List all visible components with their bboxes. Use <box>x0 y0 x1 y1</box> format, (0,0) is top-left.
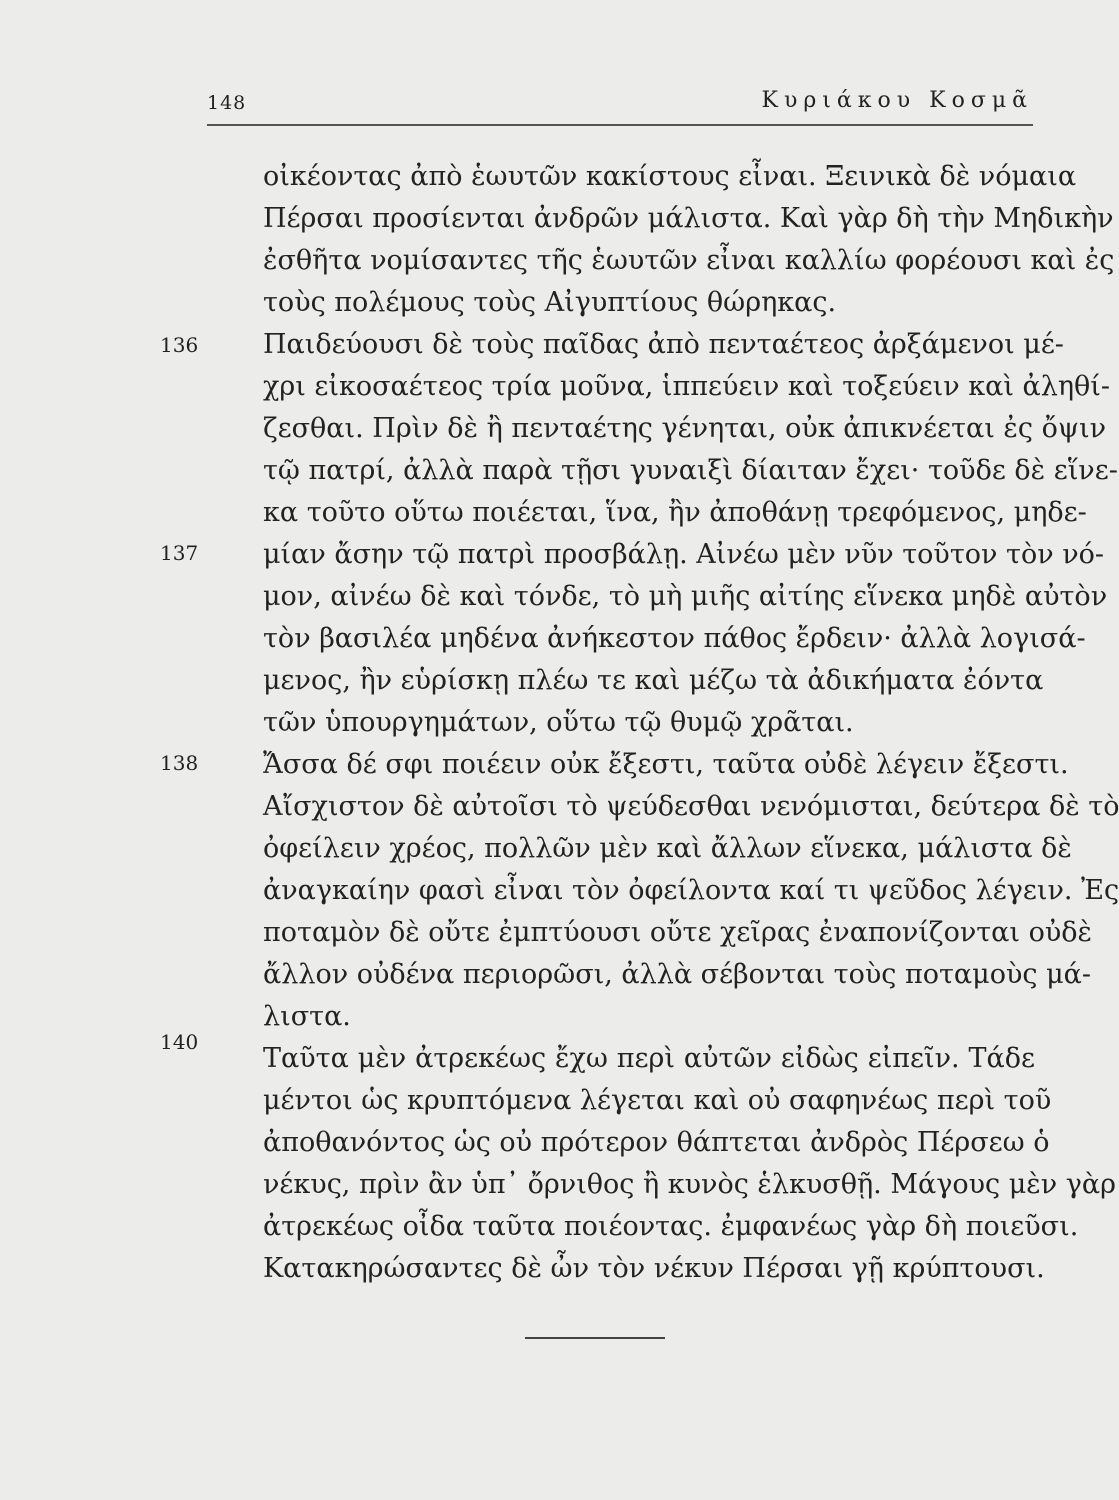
text-line: Ταῦτα μὲν ἀτρεκέως ἔχω περὶ αὐτῶν εἰδὼς εἰπεῖν. Τάδε <box>263 1043 1035 1074</box>
text-line: κα τοῦτο οὕτω ποιέεται, ἵνα, ἢν ἀποθάνῃ τρεφόμενος, μηδε- <box>263 497 1087 528</box>
text-line: μον, αἰνέω δὲ καὶ τόνδε, τὸ μὴ μιῆς αἰτίης εἵνεκα μηδὲ αὐτὸν <box>263 581 1108 612</box>
text-line: μενος, ἢν εὑρίσκῃ πλέω τε καὶ μέζω τὰ ἀδικήματα ἐόντα <box>263 665 1044 696</box>
text-line: χρι εἰκοσαέτεος τρία μοῦνα, ἱππεύειν καὶ τοξεύειν καὶ ἀληθί- <box>263 371 1111 402</box>
text-line: Κατακηρώσαντες δὲ ὦν τὸν νέκυν Πέρσαι γῇ κρύπτουσι. <box>263 1253 1045 1284</box>
header-rule <box>207 124 1033 126</box>
running-head: Κυριάκου Κοσμᾶ <box>761 88 1033 113</box>
end-rule <box>525 1337 665 1339</box>
page-header <box>207 88 1033 122</box>
section-number: 136 <box>160 333 199 357</box>
text-line: μέντοι ὡς κρυπτόμενα λέγεται καὶ οὐ σαφηνέως περὶ τοῦ <box>263 1085 1052 1116</box>
section-number: 138 <box>160 751 199 775</box>
text-line: τοὺς πολέμους τοὺς Αἰγυπτίους θώρηκας. <box>263 287 837 318</box>
section-number: 137 <box>160 541 199 565</box>
text-line: ἀτρεκέως οἶδα ταῦτα ποιέοντας. ἐμφανέως γὰρ δὴ ποιεῦσι. <box>263 1211 1079 1242</box>
text-line: Ἄσσα δέ σφι ποιέειν οὐκ ἔξεστι, ταῦτα οὐδὲ λέγειν ἔξεστι. <box>263 749 1069 780</box>
text-line: λιστα. <box>263 1001 351 1032</box>
text-line: ὀφείλειν χρέος, πολλῶν μὲν καὶ ἄλλων εἵνεκα, μάλιστα δὲ <box>263 833 1072 864</box>
text-line: ποταμὸν δὲ οὔτε ἐμπτύουσι οὔτε χεῖρας ἐναπονίζονται οὐδὲ <box>263 917 1092 948</box>
text-line: τῷ πατρί, ἀλλὰ παρὰ τῇσι γυναιξὶ δίαιταν ἔχει· τοῦδε δὲ εἵνε- <box>263 455 1118 486</box>
text-line: ἀναγκαίην φασὶ εἶναι τὸν ὀφείλοντα καί τι ψεῦδος λέγειν. Ἐς <box>263 875 1119 906</box>
text-line: Αἴσχιστον δὲ αὐτοῖσι τὸ ψεύδεσθαι νενόμισται, δεύτερα δὲ τὸ <box>263 791 1119 822</box>
text-line: τὸν βασιλέα μηδένα ἀνήκεστον πάθος ἔρδειν· ἀλλὰ λογισά- <box>263 623 1086 654</box>
text-line: Παιδεύουσι δὲ τοὺς παῖδας ἀπὸ πενταέτεος ἀρξάμενοι μέ- <box>263 329 1064 360</box>
text-line: τῶν ὑπουργημάτων, οὕτω τῷ θυμῷ χρᾶται. <box>263 707 854 738</box>
text-line: ἀποθανόντος ὡς οὐ πρότερον θάπτεται ἀνδρὸς Πέρσεω ὁ <box>263 1127 1050 1158</box>
text-line: οἰκέοντας ἀπὸ ἑωυτῶν κακίστους εἶναι. Ξεινικὰ δὲ νόμαια <box>263 161 1077 192</box>
text-line: Πέρσαι προσίενται ἀνδρῶν μάλιστα. Καὶ γὰρ δὴ τὴν Μηδικὴν <box>263 203 1114 234</box>
text-line: ἐσθῆτα νομίσαντες τῆς ἑωυτῶν εἶναι καλλίω φορέουσι καὶ ἐς <box>263 245 1115 276</box>
text-line: νέκυς, πρὶν ἂν ὑπ᾽ ὄρνιθος ἢ κυνὸς ἑλκυσθῇ. Μάγους μὲν γὰρ <box>263 1169 1116 1200</box>
section-number: 140 <box>160 1030 199 1054</box>
text-line: μίαν ἄσην τῷ πατρὶ προσβάλῃ. Αἰνέω μὲν νῦν τοῦτον τὸν νό- <box>263 539 1105 570</box>
page-number: 148 <box>207 92 247 114</box>
text-line: ἄλλον οὐδένα περιορῶσι, ἀλλὰ σέβονται τοὺς ποταμοὺς μά- <box>263 959 1091 990</box>
text-line: ζεσθαι. Πρὶν δὲ ἢ πενταέτης γένηται, οὐκ ἀπικνέεται ἐς ὄψιν <box>263 413 1107 444</box>
